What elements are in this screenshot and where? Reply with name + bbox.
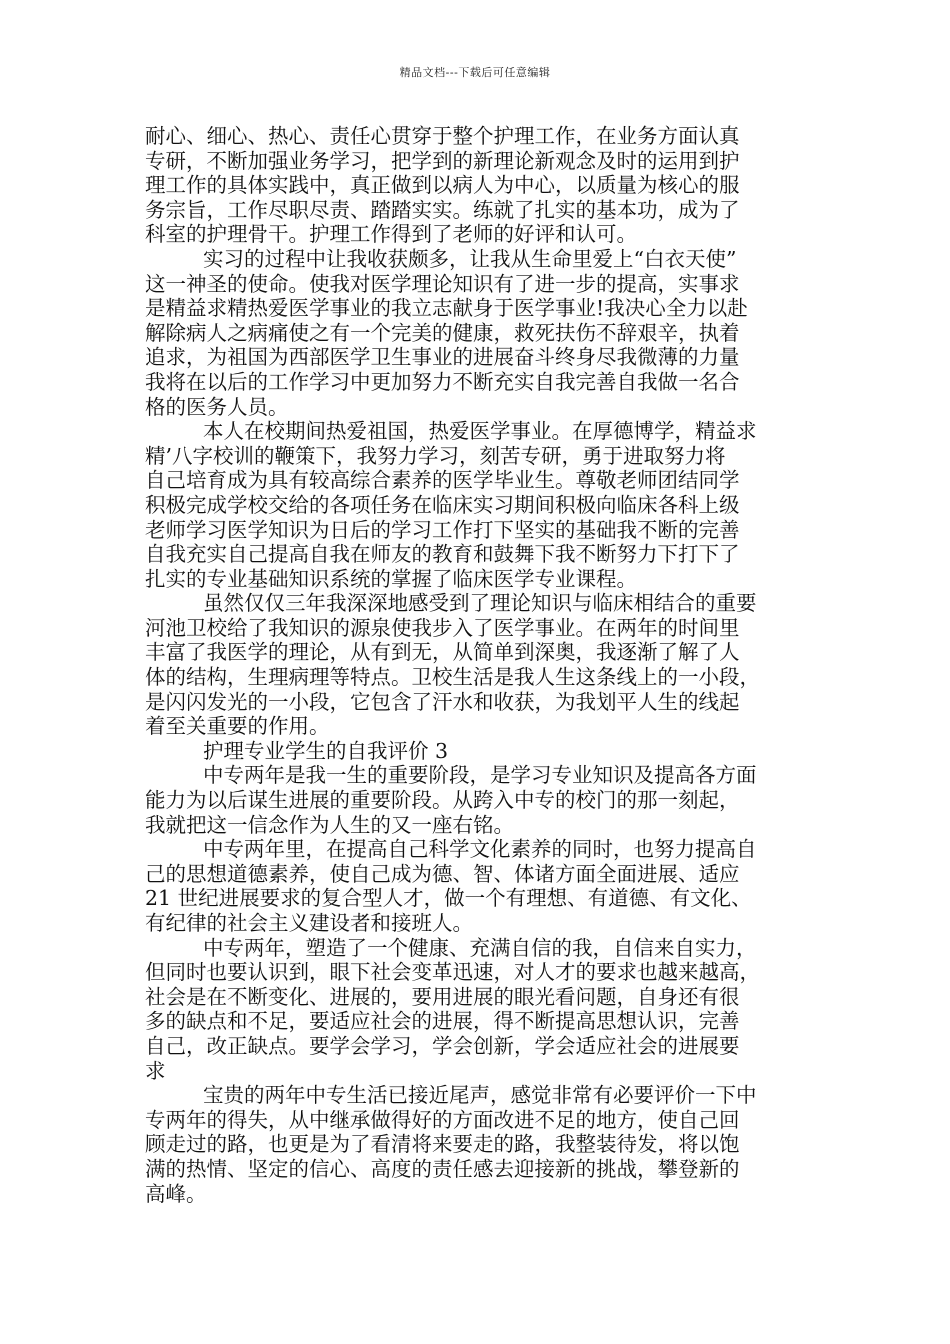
- text-line: 专两年的得失，从中继承做得好的方面改进不足的地方，使自己回: [145, 1107, 740, 1132]
- text-line: 21 世纪进展要求的复合型人才，做一个有理想、有道德、有文化、: [145, 886, 752, 911]
- text-line: 我将在以后的工作学习中更加努力不断充实自我完善自我做一名合: [145, 369, 740, 394]
- text-line: 顾走过的路，也更是为了看清将来要走的路，我整装待发，将以饱: [145, 1132, 740, 1157]
- text-line: 能力为以后谋生进展的重要阶段。从跨入中专的校门的那一刻起，: [145, 788, 740, 813]
- text-line: 耐心、细心、热心、责任心贯穿于整个护理工作，在业务方面认真: [145, 124, 740, 148]
- text-line: 是闪闪发光的一小段，它包含了汗水和收获，为我划平人生的线起: [145, 689, 740, 714]
- text-line: 有纪律的社会主义建设者和接班人。: [145, 911, 473, 935]
- text-line: 追求，为祖国为西部医学卫生事业的进展奋斗终身尽我微薄的力量: [145, 345, 740, 370]
- text-line: 河池卫校给了我知识的源泉使我步入了医学事业。在两年的时间里: [145, 615, 740, 640]
- text-line: 多的缺点和不足，要适应社会的进展，得不断提高思想认识，完善: [145, 1009, 740, 1034]
- text-line: 高峰。: [145, 1181, 207, 1206]
- text-line: 但同时也要认识到，眼下社会变革迅速，对人才的要求也越来越高，: [145, 960, 760, 985]
- text-line: 自我充实自己提高自我在师友的教育和鼓舞下我不断努力下打下了: [145, 542, 740, 567]
- page-header: 精品文档---下载后可任意编辑: [399, 66, 551, 79]
- text-line: 己的思想道德素养，使自己成为德、智、体诸方面全面进展、适应: [145, 861, 740, 886]
- text-line: 虽然仅仅三年我深深地感受到了理论知识与临床相结合的重要: [203, 591, 757, 616]
- text-line: 体的结构，生理病理等特点。卫校生活是我人生这条线上的一小段，: [145, 665, 760, 690]
- document-body: [145, 124, 820, 1206]
- text-line: 本人在校期间热爱祖国，热爱医学事业。在厚德博学，精益求: [203, 419, 757, 444]
- text-line: 自己培育成为具有较高综合素养的医学毕业生。尊敬老师团结同学: [145, 468, 740, 493]
- text-line: 务宗旨，工作尽职尽责、踏踏实实。练就了扎实的基本功，成为了: [145, 197, 740, 222]
- text-line: 实习的过程中让我收获颇多，让我从生命里爱上“白衣天使”: [203, 246, 737, 271]
- text-line: 满的热情、坚定的信心、高度的责任感去迎接新的挑战，攀登新的: [145, 1156, 740, 1181]
- text-line: 格的医务人员。: [145, 394, 289, 419]
- text-line: 自己，改正缺点。要学会学习，学会创新，学会适应社会的进展要: [145, 1033, 740, 1058]
- text-line: 求: [145, 1058, 166, 1083]
- text-line: 精’八字校训的鞭策下，我努力学习，刻苦专研，勇于进取努力将: [145, 443, 726, 468]
- text-line: 解除病人之病痛使之有一个完美的健康，救死扶伤不辞艰辛，执着: [145, 320, 740, 345]
- text-line: 着至关重要的作用。: [145, 714, 330, 739]
- text-line: 社会是在不断变化、进展的，要用进展的眼光看问题，自身还有很: [145, 984, 740, 1009]
- text-line: 中专两年，塑造了一个健康、充满自信的我，自信来自实力，: [203, 935, 757, 960]
- text-line: 宝贵的两年中专生活已接近尾声，感觉非常有必要评价一下中: [203, 1083, 757, 1108]
- text-line: 科室的护理骨干。护理工作得到了老师的好评和认可。: [145, 222, 637, 247]
- text-line: 护理专业学生的自我评价 3: [203, 738, 449, 763]
- text-line: 扎实的专业基础知识系统的掌握了临床医学专业课程。: [145, 566, 637, 591]
- text-line: 专研，不断加强业务学习，把学到的新理论新观念及时的运用到护: [145, 148, 740, 173]
- text-line: 老师学习医学知识为日后的学习工作打下坚实的基础我不断的完善: [145, 517, 740, 542]
- text-line: 积极完成学校交给的各项任务在临床实习期间积极向临床各科上级: [145, 492, 740, 517]
- text-line: 我就把这一信念作为人生的又一座右铭。: [145, 812, 514, 837]
- text-line: 中专两年里，在提高自己科学文化素养的同时，也努力提高自: [203, 837, 757, 862]
- text-line: 这一神圣的使命。使我对医学理论知识有了进一步的提高，实事求: [145, 271, 740, 296]
- text-line: 是精益求精热爱医学事业的我立志献身于医学事业!我决心全力以赴: [145, 296, 748, 321]
- text-line: 丰富了我医学的理论，从有到无，从简单到深奥，我逐渐了解了人: [145, 640, 740, 665]
- text-line: 中专两年是我一生的重要阶段，是学习专业知识及提高各方面: [203, 763, 757, 788]
- text-line: 理工作的具体实践中，真正做到以病人为中心，以质量为核心的服: [145, 173, 740, 198]
